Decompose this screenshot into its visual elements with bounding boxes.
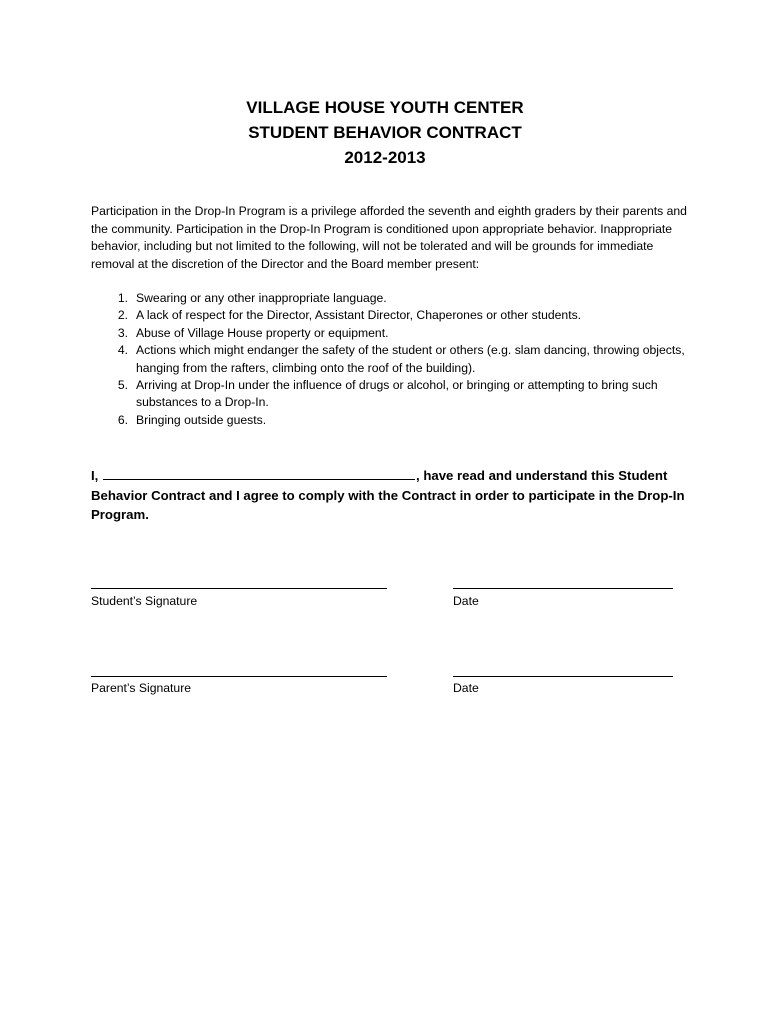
list-item-text: Arriving at Drop-In under the influence of drugs or alcohol, or bringing or attempting to bring such substances to a Drop-In. [136,378,658,410]
list-item [91,342,691,377]
list-item-text: Swearing or any other inappropriate language. [136,291,387,305]
parent-date-line[interactable] [453,676,673,677]
list-item-number: 2. [117,308,128,323]
parent-date-label: Date [453,681,479,695]
intro-paragraph: Participation in the Drop-In Program is a privilege afforded the seventh and eighth graders by their parents and the community. Participation in the Drop-In Program is conditioned upon appropriate behavior. Inappropriate behavior, including but not limited to the following, will not be tolerated and will be grounds for immediate removal at the discretion of the Director and the Board member present: [91,204,687,271]
student-name-blank[interactable] [103,466,415,480]
list-item-text: Bringing outside guests. [136,412,267,427]
list-item-text: Abuse of Village House property or equipment. [136,325,389,340]
list-item-number: 5. [117,378,128,393]
rules-list [91,290,691,429]
student-date-label: Date [453,594,479,608]
agreement-statement [91,466,691,525]
list-item-text: A lack of respect for the Director, Assistant Director, Chaperones or other students. [136,308,582,323]
list-item-number: 6. [117,412,128,427]
list-item [91,412,691,429]
list-item [91,325,691,342]
list-item-number: 3. [117,325,128,340]
list-item-number: 4. [117,343,128,358]
agreement-prefix: I, [91,468,99,483]
parent-signature-label: Parent’s Signature [91,681,192,695]
student-date-line[interactable] [453,588,673,589]
school-year: 2012-2013 [344,148,426,167]
parent-signature-line[interactable] [91,676,387,677]
list-item-number: 1. [117,291,128,305]
student-signature-line[interactable] [91,588,387,589]
list-item [91,290,691,307]
list-item [91,377,691,412]
list-item-text: Actions which might endanger the safety of the student or others (e.g. slam dancing, throwing objects, hanging from the rafters, climbing onto the roof of the building). [136,343,685,375]
student-signature-label: Student’s Signature [91,594,198,608]
org-title: VILLAGE HOUSE YOUTH CENTER [246,98,524,117]
agreement-text: , have read and understand this Student Behavior Contract and I agree to comply with the Contract in order to participate in the Drop-In Program. [91,468,685,522]
document-title: STUDENT BEHAVIOR CONTRACT [248,123,522,142]
list-item [91,307,691,324]
